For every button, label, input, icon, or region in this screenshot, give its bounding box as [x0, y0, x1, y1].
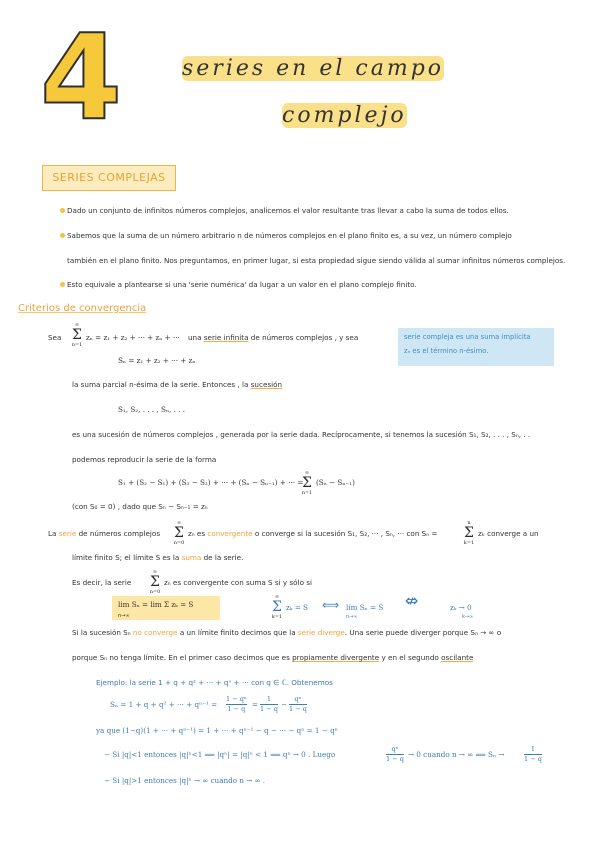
chapter-title-line2: complejo — [282, 103, 407, 128]
chapter-title-line1: series en el campo — [182, 56, 445, 81]
bullet-dot — [60, 282, 65, 287]
sequence: S₁, S₂, . . . , Sₙ, . . . — [118, 405, 186, 414]
note-line: zₙ es el término n-ésimo. — [404, 347, 489, 355]
note-box — [398, 328, 554, 366]
sigma-symbol: ∞ Σ n=1 — [301, 470, 313, 496]
sigma-symbol: ∞ Σ n=0 — [173, 520, 185, 546]
sea-label: Sea — [48, 333, 62, 342]
conv-line: La serie de números complejos — [48, 529, 161, 538]
def-line: podemos reproducir la serie de la forma — [72, 455, 217, 464]
bullet-dot — [60, 233, 65, 238]
fraction: qⁿ 1 − q — [289, 695, 307, 713]
example-case1: − Si |q|<1 entonces |q|ⁿ<1 ⟹ |qⁿ| = |q|ⁿ < 1 ⟹ qⁿ → 0 . Luego — [104, 750, 336, 759]
limit-highlight — [112, 596, 220, 620]
example-sn: Sₙ = 1 + q + q² + ··· + qⁿ⁻¹ = — [110, 700, 218, 709]
sigma-symbol: ∞ Σ n=0 — [149, 569, 161, 595]
partial-sum: Sₙ = z₁ + z₂ + ··· + zₙ — [118, 356, 196, 365]
limit-sub: k→∞ — [462, 614, 474, 620]
conv-line: zₙ es convergente o converge si la sucesión S₁, S₂, ··· , Sₙ, ··· con Sₙ = — [188, 529, 438, 538]
div-line: Si la sucesión Sₙ no converge a un límite finito decimos que la serie diverge. Una serie puede diverger porque Sₙ → ∞ o — [72, 628, 502, 637]
fraction: qⁿ 1 − q — [386, 745, 404, 763]
conv-line: zₙ es convergente con suma S si y sólo si — [164, 578, 312, 587]
bullet-text: también en el plano finito. Nos preguntamos, en primer lugar, si esta propiedad sigue siendo válida al sumar infinitos números complejos. — [67, 256, 566, 265]
example-label: Ejemplo: la serie 1 + q + q² + ··· + qⁿ + ··· con q ∈ ℂ. Obtenemos — [96, 678, 333, 687]
chapter-number: 4 — [40, 8, 121, 146]
fraction: 1 − qⁿ 1 − q — [226, 695, 247, 713]
limit-sub: n→∞ — [118, 613, 130, 619]
def-line: la suma parcial n-ésima de la serie. Entonces , la sucesión — [72, 380, 283, 389]
fraction: 1 1 − q — [524, 745, 542, 763]
section-box: SERIES COMPLEJAS — [42, 165, 176, 191]
reconstruct-term: (Sₙ − Sₙ₋₁) — [316, 478, 355, 487]
bullet-dot — [60, 208, 65, 213]
reconstruct-formula: S₁ + (S₂ − S₁) + (S₃ − S₂) + ··· + (Sₙ − Sₙ₋₁) + ··· = — [118, 478, 304, 487]
sigma-symbol: ∞ Σ k=1 — [271, 594, 283, 620]
limit-sub: n→∞ — [346, 614, 358, 620]
criteria-heading: Criterios de convergencia — [18, 303, 147, 314]
conv-line: Es decir, la serie — [72, 578, 132, 587]
equals: = — [252, 700, 259, 709]
iff-arrow-icon: ⟺ — [322, 598, 340, 612]
not-iff-arrow-icon: ⇎ — [405, 591, 419, 610]
def-text: una serie infinita de números complejos , y sea — [188, 333, 359, 342]
note-line: serie compleja es una suma implícita — [404, 333, 531, 341]
example-identity: ya que (1−q)(1 + ··· + qⁿ⁻¹) = 1 + ··· + qⁿ⁻¹ − q − ··· − qⁿ = 1 − qⁿ — [96, 726, 338, 735]
bullet-text: Esto equivale a plantearse si una 'serie numérica' da lugar a un valor en el plano complejo finito. — [67, 280, 417, 289]
conv-line: zₖ converge a un — [478, 529, 539, 538]
equiv-formula: lim Sₙ = S — [346, 603, 384, 612]
limit-formula: lim Sₙ = lim Σ zₖ = S — [118, 600, 194, 609]
series-expression: zₙ = z₁ + z₂ + ··· + zₙ + ··· — [86, 333, 180, 342]
def-line: (con S₀ = 0) , dado que Sₙ − Sₙ₋₁ = zₙ — [72, 502, 208, 511]
sigma-symbol: n Σ k=1 — [463, 520, 475, 546]
conv-line: límite finito S; el límite S es la suma de la serie. — [72, 553, 244, 562]
def-line: es una sucesión de números complejos , generada por la serie dada. Recíprocamente, si tenemos la sucesión S₁, S₂, . . . , Sₙ, . . — [72, 430, 531, 439]
example-case1b: → 0 cuando n → ∞ ⟹ Sₙ → — [408, 750, 505, 759]
equiv-formula: zₖ → 0 — [450, 603, 472, 612]
bullet-text: Sabemos que la suma de un número arbitrario n de números complejos en el plano finito es, a su vez, un número complejo — [67, 231, 512, 240]
bullet-text: Dado un conjunto de infinitos números complejos, analicemos el valor resultante tras llevar a cabo la suma de todos ellos. — [67, 206, 509, 215]
div-line: porque Sₙ no tenga límite. En el primer caso decimos que es propiamente divergente y en el segundo oscilante — [72, 653, 474, 662]
example-case2: − Si |q|>1 entonces |q|ⁿ → ∞ cuando n → ∞ . — [104, 776, 266, 785]
sigma-symbol: ∞ Σ n=1 — [71, 322, 83, 348]
minus: − — [281, 700, 288, 709]
fraction: 1 1 − q — [260, 695, 278, 713]
equiv-formula: zₖ = S — [286, 603, 308, 612]
